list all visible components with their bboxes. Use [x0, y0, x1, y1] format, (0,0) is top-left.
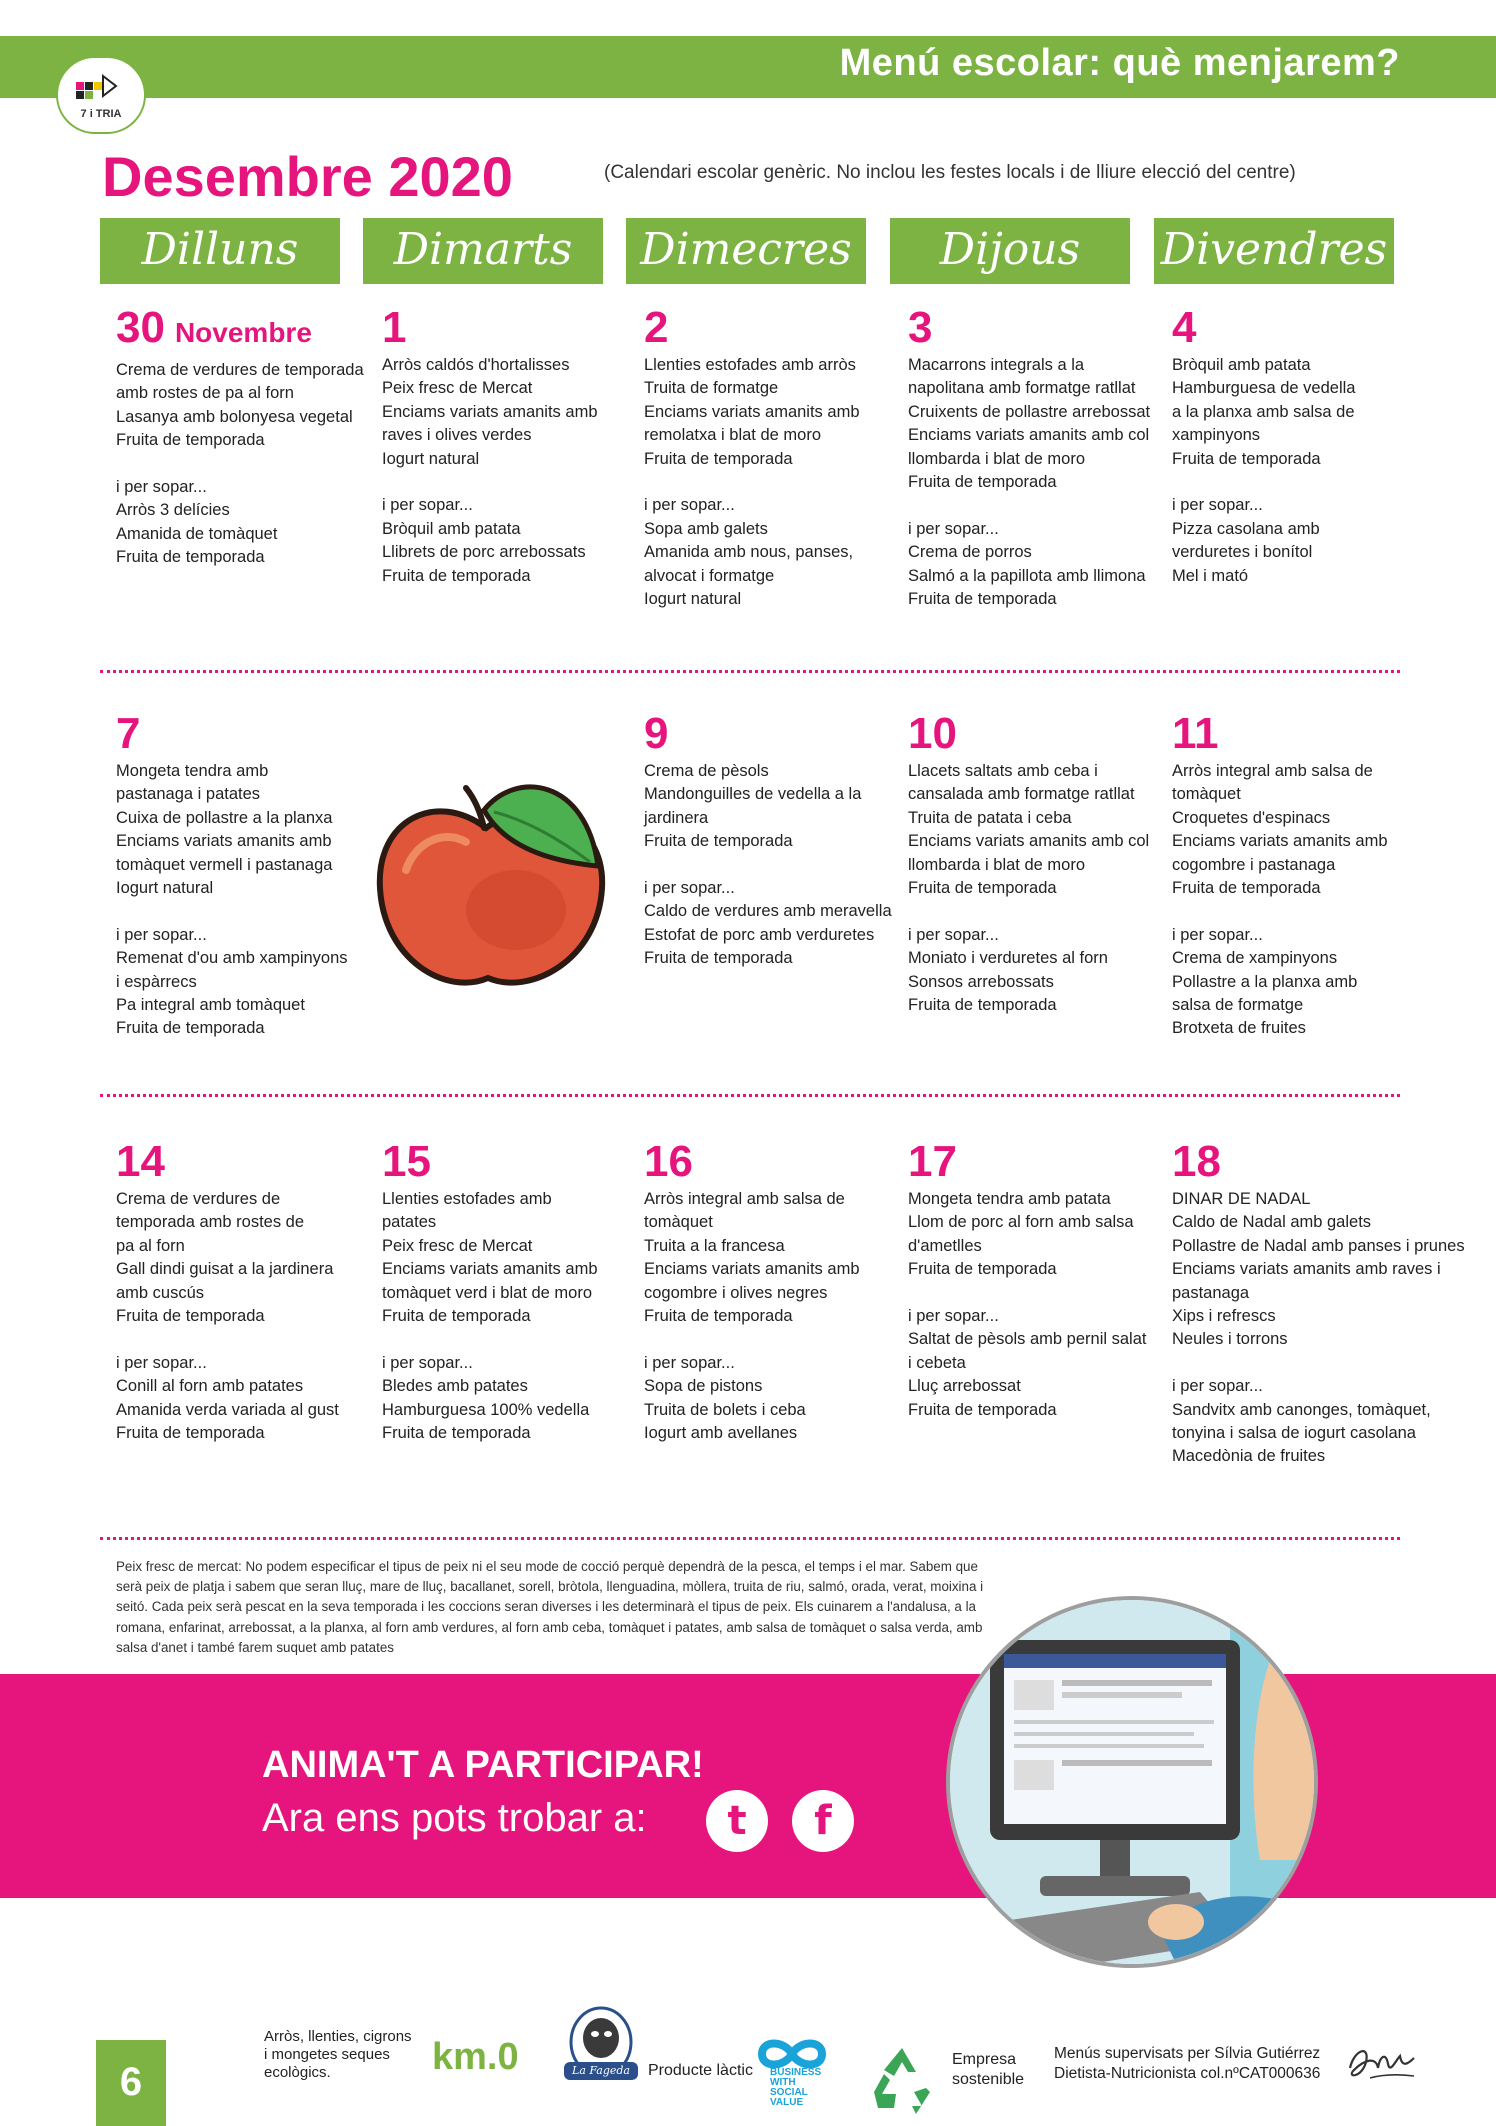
day-number — [116, 303, 378, 355]
computer-user-illustration — [946, 1596, 1318, 1968]
menu-item: d'ametlles — [908, 1236, 982, 1255]
menu-item: Fruita de temporada — [644, 832, 793, 851]
menu-item: a la planxa amb salsa de — [1172, 402, 1355, 421]
menu-item: Fruita de temporada — [382, 1424, 531, 1443]
menu-item: i per sopar... — [116, 1353, 207, 1372]
menu-item: Lluç arrebossat — [908, 1377, 1021, 1396]
menu-item: Bledes amb patates — [382, 1377, 528, 1396]
menu-item: Truita de bolets i ceba — [644, 1400, 806, 1419]
bsv-logo-text: WITH — [770, 2077, 796, 2088]
menu-item: Iogurt natural — [116, 879, 214, 898]
menu-spacer — [382, 1328, 644, 1351]
menu-item: Fruita de temporada — [1172, 879, 1321, 898]
menu-item: remolatxa i blat de moro — [644, 426, 821, 445]
day-cell — [908, 1137, 1170, 1422]
menu-spacer — [382, 471, 644, 494]
bsv-logo-text: BUSINESS — [770, 2067, 822, 2078]
day-number — [382, 303, 644, 352]
twitter-icon[interactable]: t — [706, 1790, 768, 1852]
menu-item: salsa de formatge — [1172, 996, 1304, 1015]
menu-item: Salmó a la papillota amb llimona — [908, 566, 1146, 585]
menu-item: i per sopar... — [1172, 496, 1263, 515]
menu-spacer — [644, 854, 906, 877]
logo-text: 7 i TRIA — [80, 108, 122, 120]
menu-item: tomàquet verd i blat de moro — [382, 1283, 593, 1302]
day-cell — [116, 1137, 378, 1445]
menu-item: Croquetes d'espinacs — [1172, 808, 1331, 827]
menu-item: i per sopar... — [116, 925, 207, 944]
day-number — [644, 709, 906, 758]
menu-item: Fruita de temporada — [644, 449, 793, 468]
day-cell — [1172, 1137, 1465, 1469]
menu-item: i per sopar... — [1172, 925, 1263, 944]
menu-spacer — [908, 1282, 1170, 1305]
menu-item: i espàrrecs — [116, 972, 197, 991]
day-number — [908, 709, 1170, 758]
menu-item: Iogurt natural — [382, 449, 480, 468]
day-number-value: 17 — [908, 1137, 957, 1186]
menu-item: Lasanya amb bolonyesa vegetal — [116, 407, 353, 426]
menu-item: Enciams variats amanits amb — [644, 1260, 860, 1279]
logo — [56, 56, 146, 134]
menu-item: Mandonguilles de vedella a la — [644, 785, 862, 804]
day-number-value: 18 — [1172, 1137, 1221, 1186]
menu-item: Arròs caldós d'hortalisses — [382, 356, 570, 374]
menu-item: Peix fresc de Mercat — [382, 1236, 533, 1255]
menu-item: Fruita de temporada — [908, 590, 1057, 609]
menu-item: Iogurt natural — [644, 590, 742, 609]
legumes-note-line: ecològics. — [264, 2064, 331, 2081]
day-cell — [644, 709, 906, 971]
menu-item: pastanaga — [1172, 1283, 1250, 1302]
menu-item: pa al forn — [116, 1236, 185, 1255]
menu-item: Pollastre de Nadal amb panses i prunes — [1172, 1236, 1465, 1255]
weekday-wednesday: Dimecres — [626, 218, 866, 284]
menu-item: Fruita de temporada — [116, 1019, 265, 1038]
menu-item: Sandvitx amb canonges, tomàquet, — [1172, 1400, 1431, 1419]
menu-item: cogombre i olives negres — [644, 1283, 828, 1302]
logo-squares-icon — [76, 72, 118, 100]
menu-item: Arròs integral amb salsa de — [1172, 762, 1373, 780]
week-divider — [100, 1537, 1400, 1540]
menu-item: Enciams variats amanits amb col — [908, 832, 1150, 851]
menu-item: Fruita de temporada — [908, 473, 1057, 492]
sustainable-label-line: sostenible — [952, 2071, 1025, 2088]
week-divider — [100, 1094, 1400, 1097]
menu-item: Neules i torrons — [1172, 1330, 1288, 1349]
day-cell — [644, 303, 906, 611]
day-number — [116, 1137, 378, 1186]
menu-item: Amanida verda variada al gust — [116, 1400, 339, 1419]
menu-item: Sonsos arrebossats — [908, 972, 1054, 991]
menu-item: Sopa de pistons — [644, 1377, 763, 1396]
weekday-monday: Dilluns — [100, 218, 340, 284]
legumes-note-line: i mongetes seques — [264, 2046, 390, 2063]
bsv-logo-text: SOCIAL — [770, 2087, 808, 2098]
computer-illustration-icon — [950, 1600, 1318, 1968]
legumes-note-line: Arròs, llenties, cigrons — [264, 2028, 412, 2045]
day-cell — [1172, 709, 1434, 1041]
menu-item: temporada amb rostes de — [116, 1213, 305, 1232]
day-cell — [1172, 303, 1434, 588]
menu-spacer — [1172, 471, 1434, 494]
menu-item: Enciams variats amanits amb — [382, 402, 598, 421]
day-number-value: 30 — [116, 303, 165, 352]
supervised-note-line: Menús supervisats per Sílvia Gutiérrez — [1054, 2045, 1321, 2062]
menu-item: Arròs integral amb salsa de — [644, 1190, 845, 1208]
menu-item: Hamburguesa 100% vedella — [382, 1400, 590, 1419]
menu-item: Pa integral amb tomàquet — [116, 996, 305, 1015]
menu-item: Llibrets de porc arrebossats — [382, 543, 586, 562]
menu-item: cansalada amb formatge ratllat — [908, 785, 1135, 804]
day-number-value: 15 — [382, 1137, 431, 1186]
menu-item: Iogurt amb avellanes — [644, 1424, 798, 1443]
menu-item: i cebeta — [908, 1353, 966, 1372]
month-title: Desembre 2020 — [102, 145, 513, 208]
menu-item: Enciams variats amanits amb raves i — [1172, 1260, 1441, 1279]
km0-logo: km.0 — [432, 2036, 519, 2078]
menu-item: i per sopar... — [382, 1353, 473, 1372]
menu-spacer — [908, 900, 1170, 923]
menu-item: Xips i refrescs — [1172, 1307, 1276, 1326]
weekday-friday: Divendres — [1154, 218, 1394, 284]
menu-item: Truita a la francesa — [644, 1236, 785, 1255]
page-header-title: Menú escolar: què menjarem? — [839, 42, 1400, 84]
menu-item: Truita de patata i ceba — [908, 808, 1072, 827]
menu-spacer — [644, 1328, 906, 1351]
menu-item: Estofat de porc amb verduretes — [644, 925, 875, 944]
menu-item: i per sopar... — [1172, 1377, 1263, 1396]
apple-illustration-icon — [366, 770, 618, 1000]
supervised-note — [1054, 2044, 1320, 2084]
menu-item: Caldo de Nadal amb galets — [1172, 1213, 1372, 1232]
day-number — [1172, 709, 1434, 758]
menu-item: Amanida amb nous, panses, — [644, 543, 854, 562]
bsv-logo-text: VALUE — [770, 2097, 804, 2108]
day-number-value: 7 — [116, 709, 141, 758]
menu-item: Remenat d'ou amb xampinyons — [116, 949, 348, 968]
menu-item: Fruita de temporada — [644, 1307, 793, 1326]
menu-item: Fruita de temporada — [908, 1400, 1057, 1419]
day-cell — [382, 1137, 644, 1445]
menu-item: Llenties estofades amb — [382, 1190, 552, 1208]
menu-spacer — [644, 471, 906, 494]
menu-item: tomàquet — [1172, 785, 1241, 804]
menu-item: Crema de porros — [908, 543, 1032, 562]
menu-item: Enciams variats amanits amb — [1172, 832, 1388, 851]
signature-icon — [1340, 2034, 1422, 2086]
day-number-value: 11 — [1172, 709, 1219, 758]
menu-spacer — [1172, 900, 1434, 923]
day-number — [1172, 303, 1434, 352]
top-bar — [0, 36, 1496, 98]
page-number: 6 — [96, 2040, 166, 2126]
menu-item: i per sopar... — [644, 879, 735, 898]
legumes-note — [264, 2028, 412, 2082]
menu-item: Bròquil amb patata — [1172, 356, 1311, 374]
day-cell — [382, 303, 644, 588]
menu-item: Fruita de temporada — [644, 949, 793, 968]
fageda-logo-text: La Fageda — [572, 2064, 630, 2077]
menu-item: Macarrons integrals a la — [908, 356, 1085, 374]
menu-spacer — [116, 453, 378, 476]
menu-item: Moniato i verduretes al forn — [908, 949, 1108, 968]
menu-item: Enciams variats amanits amb col — [908, 426, 1150, 445]
menu-item: Fruita de temporada — [908, 879, 1057, 898]
promo-subtitle: Ara ens pots trobar a: — [262, 1796, 647, 1840]
day-number — [644, 1137, 906, 1186]
menu-item: Fruita de temporada — [116, 1424, 265, 1443]
menu-item: Mel i mató — [1172, 566, 1249, 585]
menu-item: Gall dindi guisat a la jardinera — [116, 1260, 334, 1279]
menu-item: Brotxeta de fruites — [1172, 1019, 1306, 1038]
menu-item: patates — [382, 1213, 437, 1232]
menu-item: Enciams variats amanits amb — [382, 1260, 598, 1279]
fageda-logo — [560, 2004, 642, 2084]
day-cell — [644, 1137, 906, 1445]
menu-item: Enciams variats amanits amb — [116, 832, 332, 851]
recycle-icon — [864, 2044, 940, 2116]
menu-item: Hamburguesa de vedella — [1172, 379, 1356, 398]
menu-item: DINAR DE NADAL — [1172, 1190, 1311, 1208]
menu-item: Fruita de temporada — [908, 996, 1057, 1015]
fageda-label: Producte làctic — [648, 2062, 753, 2079]
day-number-value: 16 — [644, 1137, 693, 1186]
menu-item: alvocat i formatge — [644, 566, 775, 585]
day-number-value: 14 — [116, 1137, 165, 1186]
menu-item: Sopa amb galets — [644, 519, 768, 538]
menu-item: raves i olives verdes — [382, 426, 532, 445]
menu-item: Crema de verdures de temporada — [116, 361, 364, 379]
menu-item: Llenties estofades amb arròs — [644, 356, 856, 374]
business-social-value-logo — [756, 2034, 828, 2114]
day-number-value: 10 — [908, 709, 957, 758]
menu-item: Arròs 3 delícies — [116, 501, 230, 520]
day-number — [908, 303, 1170, 352]
day-cell — [116, 303, 378, 570]
menu-item: tomàquet vermell i pastanaga — [116, 855, 333, 874]
day-cell — [908, 709, 1170, 1017]
menu-spacer — [116, 1328, 378, 1351]
facebook-icon[interactable]: f — [792, 1790, 854, 1852]
menu-item: i per sopar... — [908, 925, 999, 944]
menu-item: Crema de verdures de — [116, 1190, 281, 1208]
calendar-note: (Calendari escolar genèric. No inclou les festes locals i de lliure elecció del centre) — [604, 162, 1296, 183]
weekday-tuesday: Dimarts — [363, 218, 603, 284]
menu-item: Cuixa de pollastre a la planxa — [116, 808, 333, 827]
menu-item: Fruita de temporada — [908, 1260, 1057, 1279]
week-divider — [100, 670, 1400, 673]
promo-title: ANIMA'T A PARTICIPAR! — [262, 1744, 704, 1786]
menu-item: Fruita de temporada — [116, 548, 265, 567]
day-cell — [116, 709, 378, 1041]
menu-item: Llom de porc al forn amb salsa — [908, 1213, 1134, 1232]
menu-item: Fruita de temporada — [1172, 449, 1321, 468]
day-number — [116, 709, 378, 758]
menu-item: Fruita de temporada — [116, 1307, 265, 1326]
menu-item: Macedònia de fruites — [1172, 1447, 1326, 1466]
menu-item: jardinera — [644, 808, 709, 827]
sustainable-label-line: Empresa — [952, 2051, 1017, 2068]
menu-item: Truita de formatge — [644, 379, 779, 398]
day-number-value: 3 — [908, 303, 933, 352]
menu-item: i per sopar... — [644, 1353, 735, 1372]
weekday-thursday: Dijous — [890, 218, 1130, 284]
menu-item: amb cuscús — [116, 1283, 205, 1302]
menu-item: verduretes i bonítol — [1172, 543, 1313, 562]
day-number — [1172, 1137, 1434, 1186]
supervised-note-line: Dietista-Nutricionista col.nºCAT000636 — [1054, 2065, 1321, 2082]
menu-item: Mongeta tendra amb — [116, 762, 269, 780]
menu-item: Enciams variats amanits amb — [644, 402, 860, 421]
menu-item: Crema de xampinyons — [1172, 949, 1338, 968]
menu-item: Bròquil amb patata — [382, 519, 521, 538]
day-number — [382, 1137, 644, 1186]
menu-item: i per sopar... — [908, 1307, 999, 1326]
menu-item: llombarda i blat de moro — [908, 855, 1086, 874]
menu-item: Mongeta tendra amb patata — [908, 1190, 1111, 1208]
fish-footnote: Peix fresc de mercat: No podem especificar el tipus de peix ni el seu mode de cocció perquè dependrà de la pesca, el temps i el mar. Sabem que serà peix de platja i sabem que seran lluç, mare de lluç, bacallanet, sorell, bròtola, llenguadina, mòllera, truita de riu, salmó, orada, verat, moixina i seitó. Cada peix serà pescat en la seva temporada i les coccions seran diverses i les determinarà el tipus de peix. Els cuinarem a l'andalusa, a la romana, enfarinat, arrebossat, a la planxa, al forn amb verdures, al forn amb ceba, tomàquet i patates, amb salsa de tomàquet o salsa verda, amb salsa d'anet i també farem suquet amb patates — [116, 1559, 984, 1655]
day-number — [908, 1137, 1170, 1186]
menu-item: xampinyons — [1172, 426, 1261, 445]
sustainable-label — [952, 2050, 1024, 2090]
menu-item: Cruixents de pollastre arrebossat — [908, 402, 1151, 421]
menu-item: Fruita de temporada — [382, 566, 531, 585]
menu-item: Amanida de tomàquet — [116, 524, 278, 543]
menu-item: pastanaga i patates — [116, 785, 261, 804]
menu-item: i per sopar... — [382, 496, 473, 515]
menu-item: cogombre i pastanaga — [1172, 855, 1336, 874]
menu-item: i per sopar... — [116, 478, 207, 497]
menu-item: tomàquet — [644, 1213, 713, 1232]
menu-item: Fruita de temporada — [116, 431, 265, 450]
menu-item: amb rostes de pa al forn — [116, 384, 294, 403]
day-month-label: Novembre — [174, 317, 312, 348]
menu-item: Conill al forn amb patates — [116, 1377, 304, 1396]
menu-item: i per sopar... — [644, 496, 735, 515]
menu-item: Pollastre a la planxa amb — [1172, 972, 1358, 991]
menu-item: Fruita de temporada — [382, 1307, 531, 1326]
menu-item: Caldo de verdures amb meravella — [644, 902, 892, 921]
menu-item: llombarda i blat de moro — [908, 449, 1086, 468]
menu-item: napolitana amb formatge ratllat — [908, 379, 1136, 398]
day-number-value: 1 — [382, 303, 407, 352]
day-number — [644, 303, 906, 352]
day-cell — [908, 303, 1170, 611]
menu-item: Crema de pèsols — [644, 762, 769, 780]
menu-item: Peix fresc de Mercat — [382, 379, 533, 398]
menu-spacer — [116, 900, 378, 923]
menu-item: Llacets saltats amb ceba i — [908, 762, 1098, 780]
menu-item: Pizza casolana amb — [1172, 519, 1320, 538]
day-number-value: 2 — [644, 303, 669, 352]
menu-item: i per sopar... — [908, 519, 999, 538]
menu-spacer — [1172, 1352, 1434, 1375]
menu-item: tonyina i salsa de iogurt casolana — [1172, 1424, 1416, 1443]
menu-spacer — [908, 494, 1170, 517]
menu-item: Saltat de pèsols amb pernil salat — [908, 1330, 1147, 1349]
day-number-value: 9 — [644, 709, 669, 758]
day-number-value: 4 — [1172, 303, 1197, 352]
